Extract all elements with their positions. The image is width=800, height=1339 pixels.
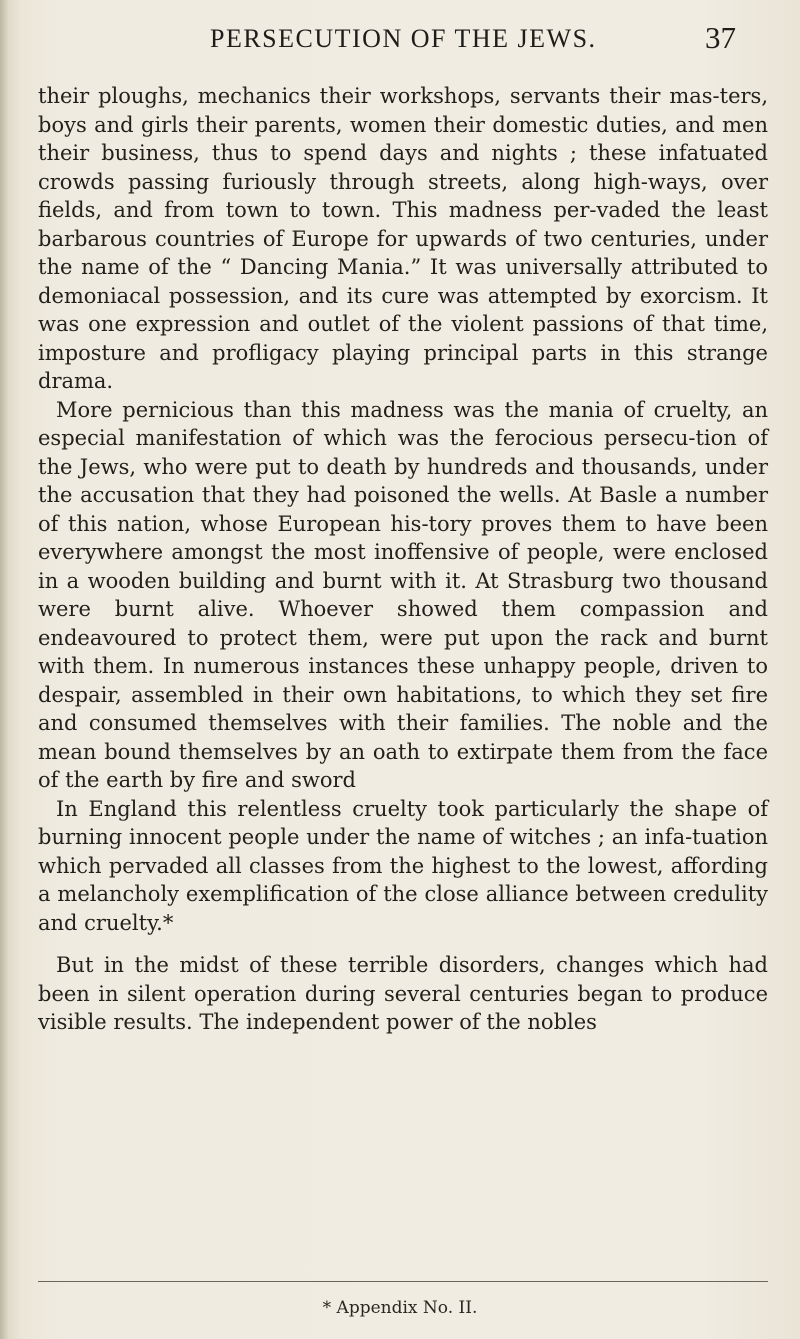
page-binding-edge: [0, 0, 8, 1339]
footnote: * Appendix No. II.: [322, 1298, 478, 1318]
paragraph-continuation: their ploughs, mechanics their workshops, servants their mas-ters, boys and girls their parents, women their domestic duties, and men their business, thus to spend days and nights ; these infatuated crowds passing furiously through streets, along high-ways, over fields, and from town to town. This madness per-vaded the least barbarous countries of Europe for upwards of two centuries, under the name of the “ Dancing Mania.” It was universally attributed to demoniacal possession, and its cure was attempted by exorcism. It was one expression and outlet of the violent passions of that time, imposture and profligacy playing principal parts in this strange drama.: [38, 84, 768, 393]
body-text: [38, 82, 768, 1037]
paragraph-england-witches: In England this relentless cruelty took particularly the shape of burning innocent people under the name of witches ; an infa-tuation which pervaded all classes from the highest to the lowest, affording a melancholy exemplification of the close alliance between credulity and cruelty.*: [38, 796, 768, 935]
paragraph-mania-of-cruelty: More pernicious than this madness was the mania of cruelty, an especial manifestation of which was the ferocious persecu-tion of the Jews, who were put to death by hundreds and thousands, under the accusation that they had poisoned the wells. At Basle a number of this nation, whose European his-tory proves them to have been everywhere amongst the most inoffensive of people, were enclosed in a wooden building and burnt with it. At Strasburg two thousand were burnt alive. Whoever showed them compassion and endeavoured to protect them, were put upon the rack and burnt with them. In numerous instances these unhappy people, driven to despair, assembled in their own habitations, to which they set fire and consumed themselves with their families. The noble and the mean bound themselves by an oath to extirpate them from the face of the earth by fire and sword: [38, 397, 768, 792]
paragraph-midst-of-disorders: But in the midst of these terrible disorders, changes which had been in silent operation during several centuries began to produce visible results. The independent power of the nobles: [38, 953, 768, 1034]
footnote-rule: [38, 1281, 768, 1282]
page-header: [0, 10, 800, 70]
page-number: 37: [705, 20, 736, 55]
running-head: PERSECUTION OF THE JEWS.: [210, 24, 597, 53]
